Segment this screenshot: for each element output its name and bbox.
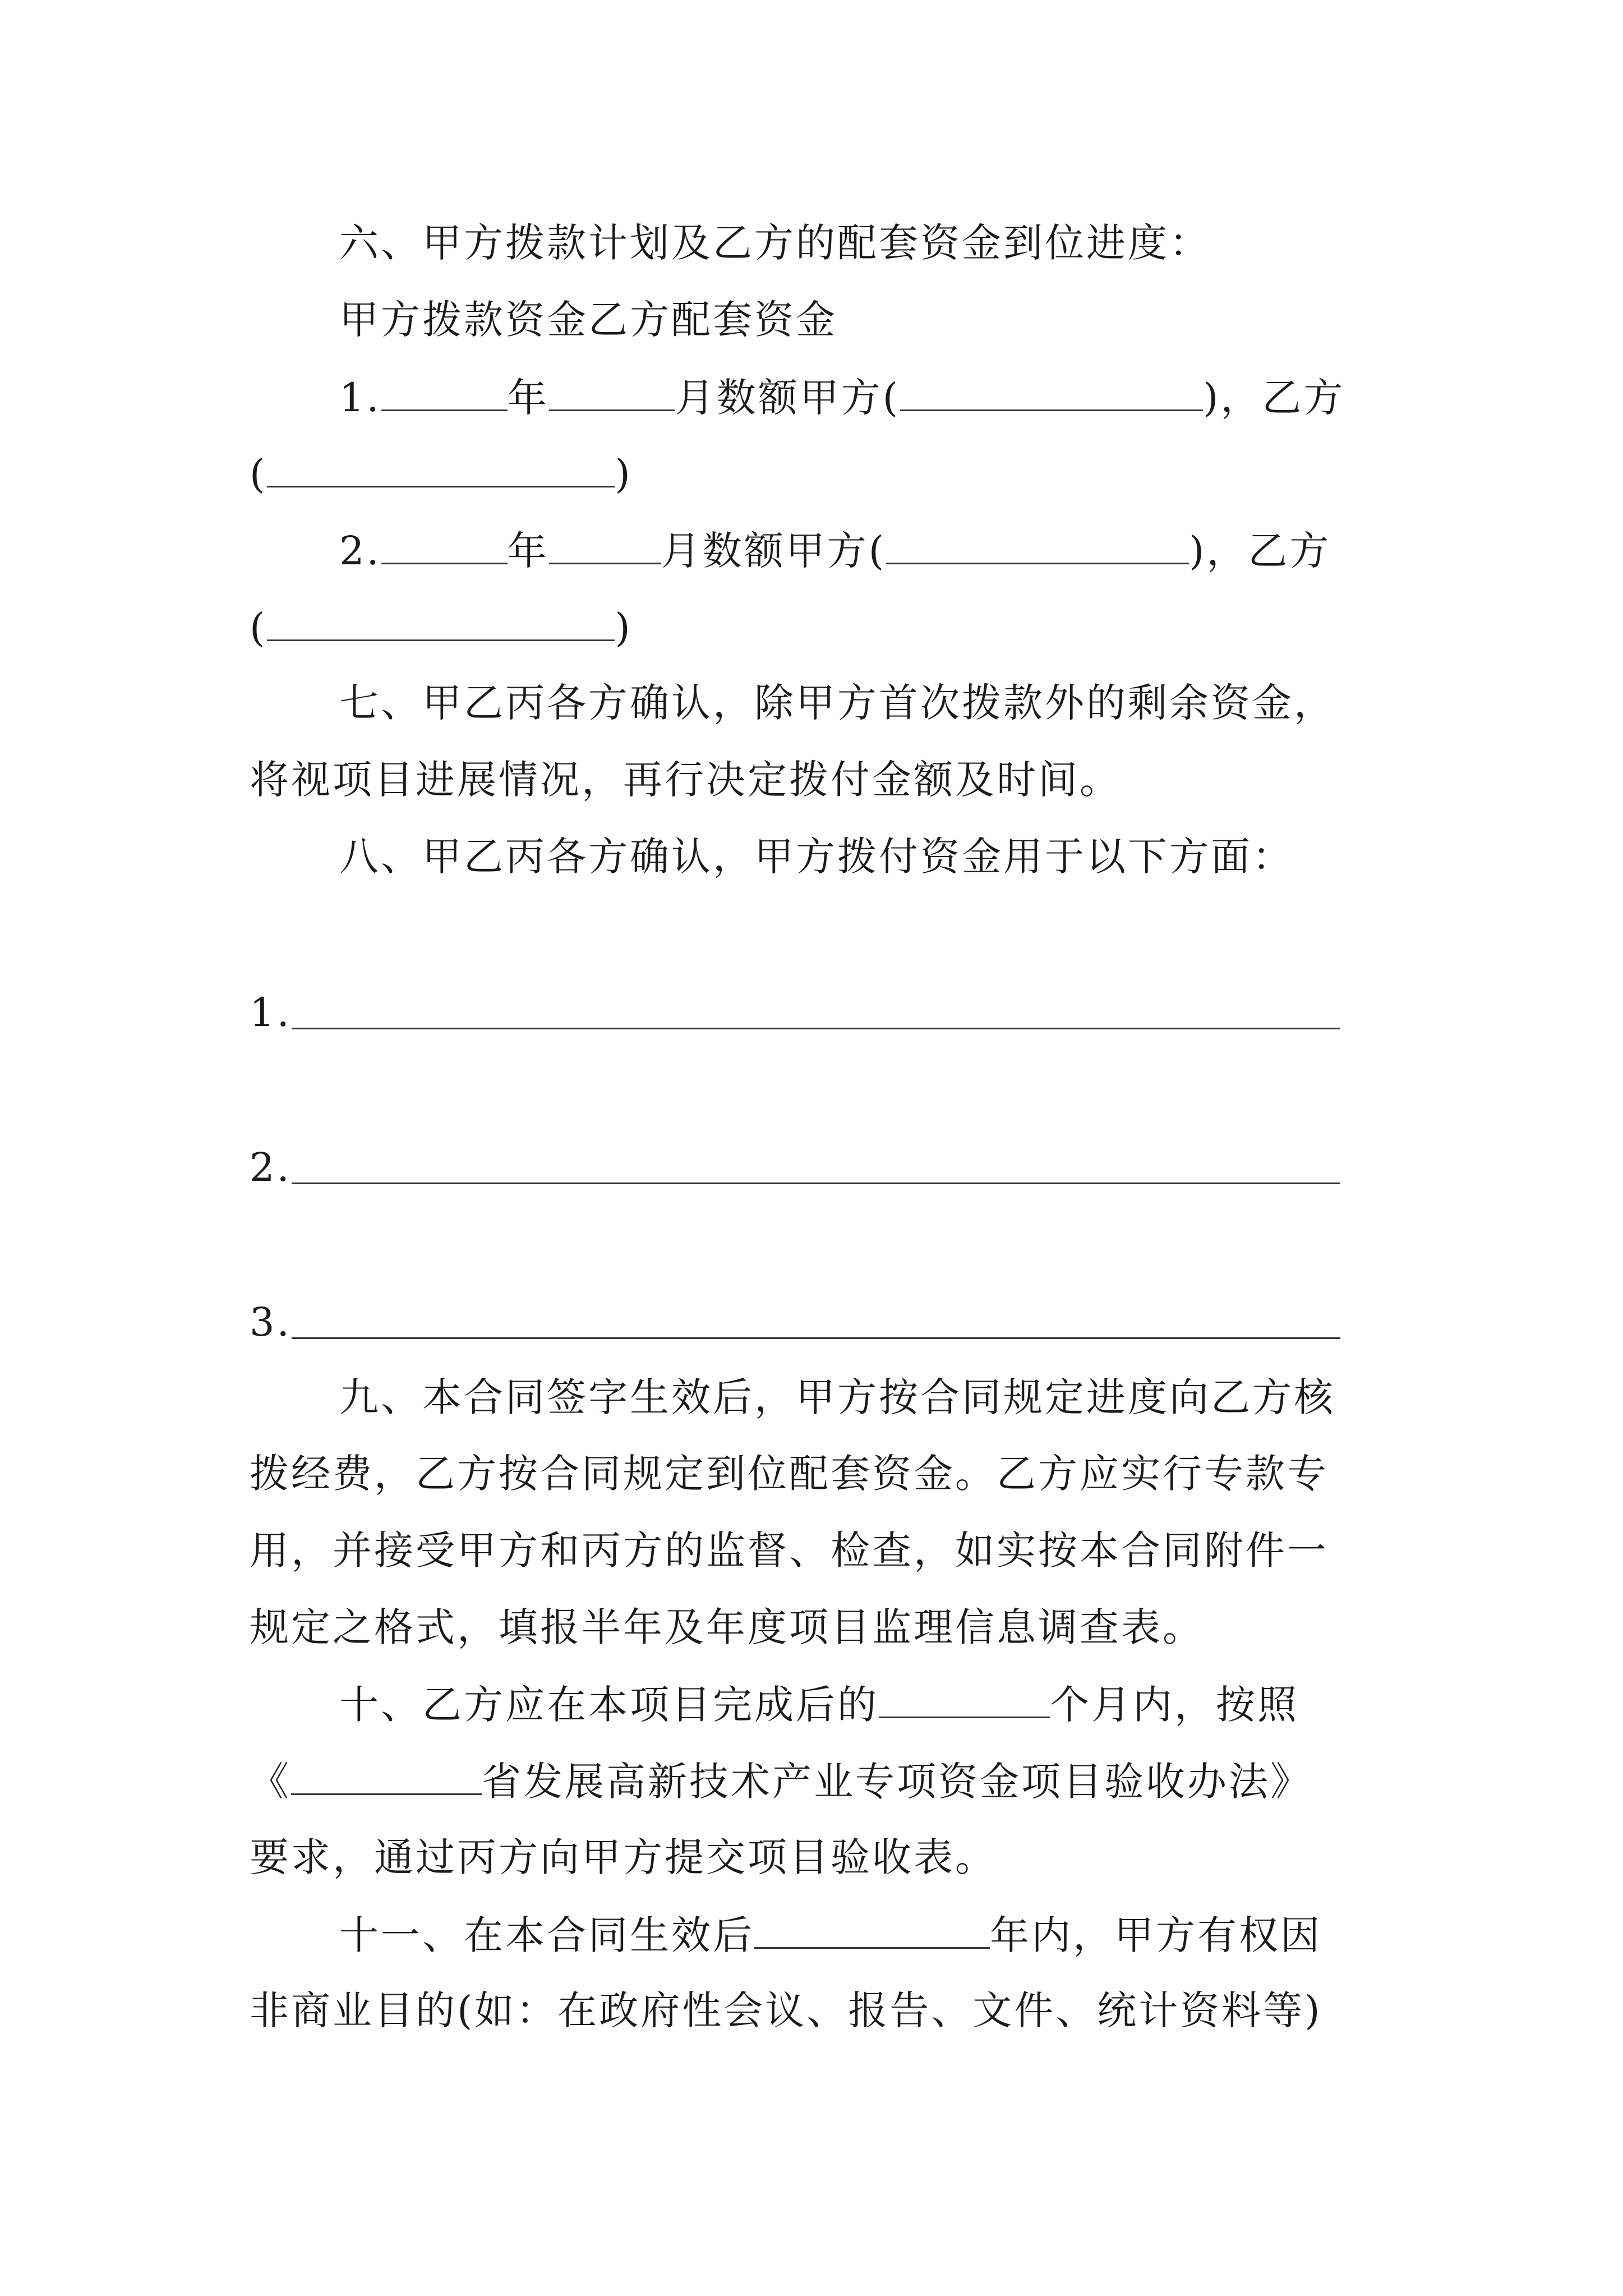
use-item-2 bbox=[250, 1144, 292, 1190]
row-1-amount-label: 月数额甲方( bbox=[675, 375, 901, 421]
use-item-2-blank[interactable] bbox=[292, 1182, 1340, 1184]
row-1-party-b-label: )，乙方 bbox=[1203, 375, 1345, 421]
row-2-open-paren: ( bbox=[250, 605, 268, 651]
row-2-number: 2. bbox=[339, 528, 381, 574]
clause-10-line-1 bbox=[339, 1682, 1299, 1728]
clause-9-line-2: 拨经费，乙方按合同规定到位配套资金。乙方应实行专款专 bbox=[250, 1451, 1329, 1497]
use-item-3 bbox=[250, 1299, 292, 1345]
clause-10-months-blank[interactable] bbox=[879, 1684, 1050, 1718]
row-2-close-paren: ) bbox=[615, 605, 633, 651]
row-2-year-blank[interactable] bbox=[381, 530, 508, 564]
clause-11-line-1 bbox=[339, 1912, 1322, 1958]
clause-10-line-3: 要求，通过丙方向甲方提交项目验收表。 bbox=[250, 1834, 997, 1880]
row-1-party-a-blank[interactable] bbox=[900, 377, 1203, 411]
allocation-row-1 bbox=[339, 375, 1345, 421]
row-1-number: 1. bbox=[339, 375, 381, 421]
clause-11-text-a: 十一、在本合同生效后 bbox=[339, 1912, 754, 1958]
allocation-row-1-cont bbox=[250, 451, 633, 497]
clause-7-line-1: 七、甲乙丙各方确认，除甲方首次拨款外的剩余资金， bbox=[339, 680, 1335, 726]
row-1-party-b-blank[interactable] bbox=[267, 453, 615, 487]
row-1-open-paren: ( bbox=[250, 451, 268, 497]
clause-11-text-b: 年内，甲方有权因 bbox=[990, 1912, 1322, 1958]
clause-10-open-bracket: 《 bbox=[250, 1759, 291, 1805]
use-item-3-number: 3. bbox=[250, 1299, 292, 1345]
row-2-party-b-blank[interactable] bbox=[267, 607, 615, 641]
row-1-year-blank[interactable] bbox=[381, 377, 508, 411]
clause-10-line-2 bbox=[250, 1759, 1312, 1805]
clause-8-title: 八、甲乙丙各方确认，甲方拨付资金用于以下方面： bbox=[339, 834, 1294, 880]
use-item-1 bbox=[250, 990, 292, 1036]
row-2-party-b-label: )，乙方 bbox=[1189, 528, 1331, 574]
clause-10-province-blank[interactable] bbox=[291, 1761, 482, 1795]
allocation-row-2-cont bbox=[250, 605, 633, 651]
clause-10-text-a: 十、乙方应在本项目完成后的 bbox=[339, 1682, 879, 1728]
use-item-1-number: 1. bbox=[250, 990, 292, 1036]
use-item-2-number: 2. bbox=[250, 1144, 292, 1190]
clause-11-line-2: 非商业目的(如：在政府性会议、报告、文件、统计资料等) bbox=[250, 1987, 1322, 2033]
use-item-3-blank[interactable] bbox=[292, 1337, 1340, 1339]
row-1-close-paren: ) bbox=[615, 451, 633, 497]
allocation-row-2 bbox=[339, 528, 1331, 574]
row-2-party-a-blank[interactable] bbox=[886, 530, 1189, 564]
row-2-year-label: 年 bbox=[507, 528, 549, 574]
row-1-month-blank[interactable] bbox=[549, 377, 675, 411]
clause-6-title: 六、甲方拨款计划及乙方的配套资金到位进度： bbox=[339, 220, 1211, 266]
row-1-year-label: 年 bbox=[507, 375, 549, 421]
clause-10-title-text: 省发展高新技术产业专项资金项目验收办法》 bbox=[482, 1759, 1312, 1805]
clause-7-line-2: 将视项目进展情况，再行决定拨付金额及时间。 bbox=[250, 757, 1121, 803]
clause-11-years-blank[interactable] bbox=[754, 1915, 990, 1949]
clause-9-line-4: 规定之格式，填报半年及年度项目监理信息调查表。 bbox=[250, 1604, 1204, 1650]
clause-9-line-3: 用，并接受甲方和丙方的监督、检查，如实按本合同附件一 bbox=[250, 1527, 1329, 1573]
clause-6-header: 甲方拨款资金乙方配套资金 bbox=[339, 297, 837, 343]
row-2-month-blank[interactable] bbox=[549, 530, 661, 564]
clause-9-line-1: 九、本合同签字生效后，甲方按合同规定进度向乙方核 bbox=[339, 1374, 1335, 1420]
use-item-1-blank[interactable] bbox=[292, 1028, 1340, 1029]
clause-10-text-b: 个月内，按照 bbox=[1050, 1682, 1299, 1728]
row-2-amount-label: 月数额甲方( bbox=[661, 528, 887, 574]
